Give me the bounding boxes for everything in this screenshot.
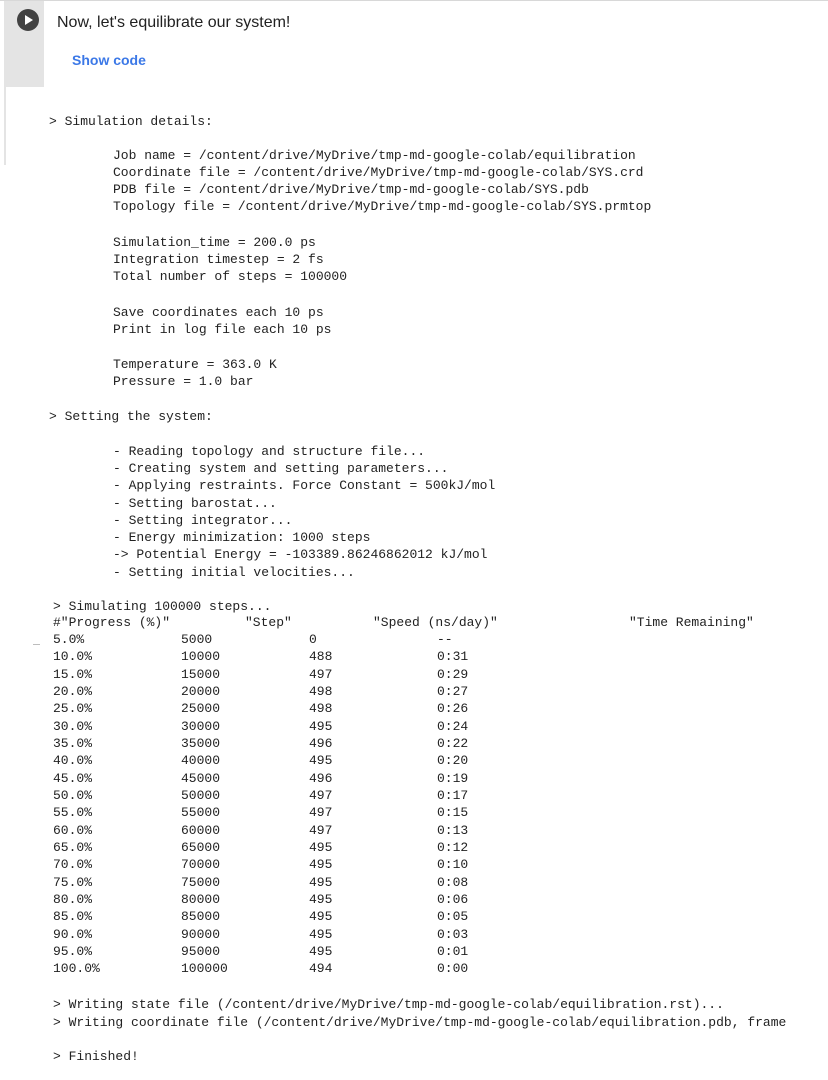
cell-progress: 80.0% (53, 892, 93, 907)
output-line-total-steps: Total number of steps = 100000 (113, 269, 348, 284)
output-line-pdb-file: PDB file = /content/drive/MyDrive/tmp-md-google-colab/SYS.pdb (113, 182, 589, 197)
cell-progress: 45.0% (53, 771, 93, 786)
output-line-setup-step: - Energy minimization: 1000 steps (113, 530, 371, 545)
cell-speed: 497 (309, 788, 333, 803)
cell-speed: 497 (309, 667, 333, 682)
cell-progress: 35.0% (53, 736, 93, 751)
cell-gutter-border (4, 87, 6, 165)
cell-speed: 495 (309, 840, 333, 855)
cell-time-remaining: 0:13 (437, 823, 469, 838)
cell-progress: 70.0% (53, 857, 93, 872)
cell-step: 90000 (181, 927, 221, 942)
cell-time-remaining: 0:08 (437, 875, 469, 890)
output-line-setup-step: - Reading topology and structure file... (113, 444, 426, 459)
cell-time-remaining: 0:05 (437, 909, 469, 924)
cell-progress: 55.0% (53, 805, 93, 820)
cell-speed: 497 (309, 805, 333, 820)
cell-gutter (4, 1, 44, 87)
cell-progress: 95.0% (53, 944, 93, 959)
output-line-topology-file: Topology file = /content/drive/MyDrive/tmp-md-google-colab/SYS.prmtop (113, 199, 652, 214)
output-line-save-coords: Save coordinates each 10 ps (113, 305, 324, 320)
cell-progress: 5.0% (53, 632, 85, 647)
cell-step: 95000 (181, 944, 221, 959)
cell-progress: 90.0% (53, 927, 93, 942)
output-line-setup-step: - Setting initial velocities... (113, 565, 355, 580)
cell-speed: 495 (309, 909, 333, 924)
cell-speed: 495 (309, 875, 333, 890)
output-line-pressure: Pressure = 1.0 bar (113, 374, 254, 389)
cell-step: 75000 (181, 875, 221, 890)
cell-time-remaining: 0:20 (437, 753, 469, 768)
cell-progress: 65.0% (53, 840, 93, 855)
cell-progress: 50.0% (53, 788, 93, 803)
cell-time-remaining: 0:01 (437, 944, 469, 959)
cell-time-remaining: 0:27 (437, 684, 469, 699)
output-line-setup-step: - Creating system and setting parameters... (113, 461, 449, 476)
cell-step: 85000 (181, 909, 221, 924)
cell-time-remaining: 0:06 (437, 892, 469, 907)
output-line-writing-coord: > Writing coordinate file (/content/drive/MyDrive/tmp-md-google-colab/equilibration.pdb, frame (53, 1015, 787, 1030)
cell-step: 100000 (181, 961, 228, 976)
output-line-potential-energy: -> Potential Energy = -103389.86246862012 kJ/mol (113, 547, 488, 562)
cell-time-remaining: 0:17 (437, 788, 469, 803)
cell-progress: 40.0% (53, 753, 93, 768)
cell-time-remaining: -- (437, 632, 453, 647)
output-line-finished: > Finished! (53, 1049, 139, 1064)
output-line-simulating-header: > Simulating 100000 steps... (53, 599, 272, 614)
output-line-timestep: Integration timestep = 2 fs (113, 252, 324, 267)
cell-time-remaining: 0:10 (437, 857, 469, 872)
cell-speed: 498 (309, 684, 333, 699)
cell-speed: 497 (309, 823, 333, 838)
cell-speed: 495 (309, 944, 333, 959)
cell-time-remaining: 0:00 (437, 961, 469, 976)
output-line-print-log: Print in log file each 10 ps (113, 322, 332, 337)
cell-step: 50000 (181, 788, 221, 803)
cell-speed: 495 (309, 753, 333, 768)
column-header-progress: #"Progress (%)" (53, 615, 171, 630)
cell-speed: 495 (309, 892, 333, 907)
cell-step: 65000 (181, 840, 221, 855)
cell-title: Now, let's equilibrate our system! (57, 14, 291, 31)
cell-progress: 20.0% (53, 684, 93, 699)
cell-step: 55000 (181, 805, 221, 820)
cell-speed: 498 (309, 701, 333, 716)
output-line-writing-state: > Writing state file (/content/drive/MyDrive/tmp-md-google-colab/equilibration.rst)... (53, 997, 724, 1012)
cell-speed: 496 (309, 771, 333, 786)
cell-top-border (0, 0, 828, 1)
cell-step: 25000 (181, 701, 221, 716)
cell-step: 45000 (181, 771, 221, 786)
cell-speed: 495 (309, 719, 333, 734)
column-header-time-remaining: "Time Remaining" (629, 615, 754, 630)
cell-speed: 0 (309, 632, 317, 647)
cell-time-remaining: 0:15 (437, 805, 469, 820)
cell-step: 5000 (181, 632, 213, 647)
scroll-marker (33, 644, 40, 645)
cell-time-remaining: 0:22 (437, 736, 469, 751)
cell-progress: 85.0% (53, 909, 93, 924)
cell-speed: 495 (309, 927, 333, 942)
output-line-temperature: Temperature = 363.0 K (113, 357, 277, 372)
cell-progress: 30.0% (53, 719, 93, 734)
output-line-job-name: Job name = /content/drive/MyDrive/tmp-md-google-colab/equilibration (113, 148, 636, 163)
cell-step: 80000 (181, 892, 221, 907)
column-header-speed: "Speed (ns/day)" (373, 615, 498, 630)
cell-step: 20000 (181, 684, 221, 699)
cell-progress: 25.0% (53, 701, 93, 716)
cell-step: 40000 (181, 753, 221, 768)
cell-speed: 495 (309, 857, 333, 872)
cell-progress: 75.0% (53, 875, 93, 890)
cell-time-remaining: 0:31 (437, 649, 469, 664)
cell-speed: 488 (309, 649, 333, 664)
output-line-setting-header: > Setting the system: (49, 409, 213, 424)
cell-speed: 496 (309, 736, 333, 751)
cell-step: 10000 (181, 649, 221, 664)
cell-speed: 494 (309, 961, 333, 976)
cell-time-remaining: 0:26 (437, 701, 469, 716)
output-line-coord-file: Coordinate file = /content/drive/MyDrive/tmp-md-google-colab/SYS.crd (113, 165, 644, 180)
run-cell-button[interactable] (17, 9, 39, 31)
cell-step: 60000 (181, 823, 221, 838)
cell-time-remaining: 0:19 (437, 771, 469, 786)
cell-progress: 100.0% (53, 961, 100, 976)
cell-step: 15000 (181, 667, 221, 682)
output-line-setup-step: - Applying restraints. Force Constant = 500kJ/mol (113, 478, 496, 493)
cell-time-remaining: 0:12 (437, 840, 469, 855)
output-line-sim-time: Simulation_time = 200.0 ps (113, 235, 316, 250)
output-line-setup-step: - Setting barostat... (113, 496, 277, 511)
cell-progress: 60.0% (53, 823, 93, 838)
cell-time-remaining: 0:24 (437, 719, 469, 734)
output-line-setup-step: - Setting integrator... (113, 513, 293, 528)
cell-step: 30000 (181, 719, 221, 734)
cell-time-remaining: 0:03 (437, 927, 469, 942)
show-code-link[interactable]: Show code (72, 52, 146, 68)
cell-step: 70000 (181, 857, 221, 872)
output-line-sim-details-header: > Simulation details: (49, 114, 213, 129)
cell-progress: 10.0% (53, 649, 93, 664)
column-header-step: "Step" (245, 615, 292, 630)
cell-time-remaining: 0:29 (437, 667, 469, 682)
cell-step: 35000 (181, 736, 221, 751)
cell-progress: 15.0% (53, 667, 93, 682)
